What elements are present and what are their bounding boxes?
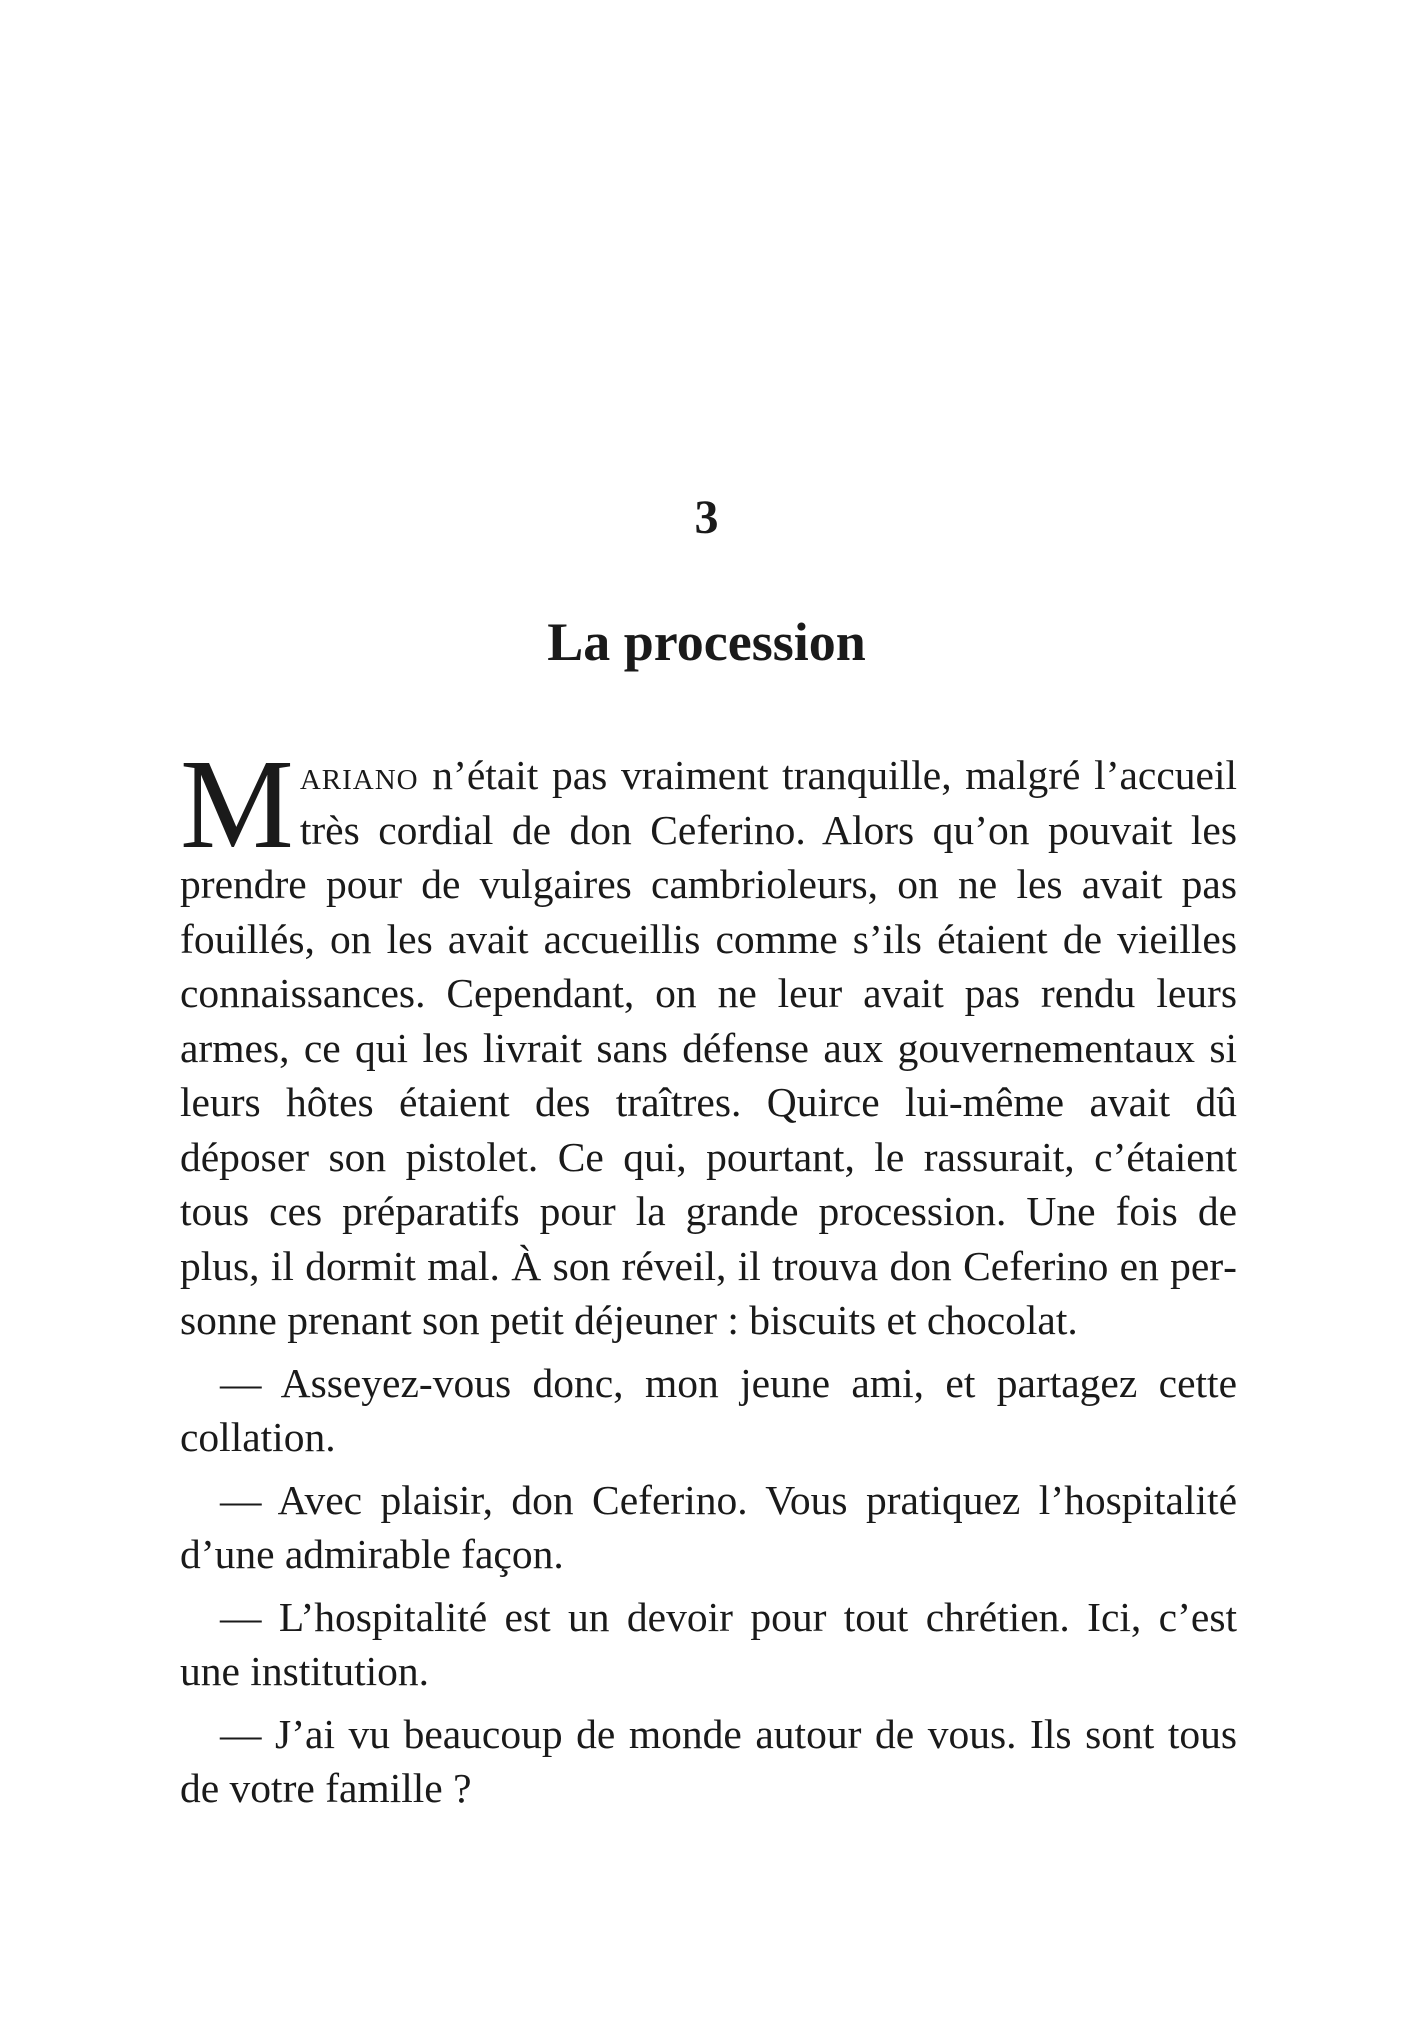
lead-in-word: ariano [299, 752, 419, 798]
dialogue-line: — Asseyez-vous donc, mon jeune ami, et partagez cette collation. [180, 1359, 1237, 1460]
dialogue-line: — Avec plaisir, don Ceferino. Vous pratiquez l’hospitalité d’une admirable façon. [180, 1476, 1237, 1577]
chapter-number: 3 [694, 491, 719, 544]
body-text [180, 733, 1237, 1816]
drop-cap: M [180, 733, 294, 875]
opening-paragraph-text: n’était pas vraiment tranquille, malgré l’accueil très cordial de don Ceferino. Alors qu’on pouvait les prendre pour de vulgaires cambrioleurs, on ne les avait pas fouillés, on les avait accueillis comme s’ils étaient de vieilles connaissances. Cependant, on ne leur avait pas rendu leurs armes, ce qui les livrait sans défense aux gouvernementaux si leurs hôtes étaient des traîtres. Quirce lui-même avait dû déposer son pistolet. Ce qui, pourtant, le rassurait, c’étaient tous ces préparatifs pour la grande procession. Une fois de plus, il dormit mal. À son réveil, il trouva don Ceferino en personne prenant son petit déjeuner : biscuits et chocolat. [180, 752, 1237, 1343]
opening-paragraph [180, 733, 1237, 1348]
dialogue-line: — L’hospitalité est un devoir pour tout chrétien. Ici, c’est une institution. [180, 1593, 1237, 1694]
dialogue-line: — J’ai vu beaucoup de monde autour de vous. Ils sont tous de votre famille ? [180, 1710, 1237, 1811]
chapter-title: La procession [547, 612, 866, 672]
